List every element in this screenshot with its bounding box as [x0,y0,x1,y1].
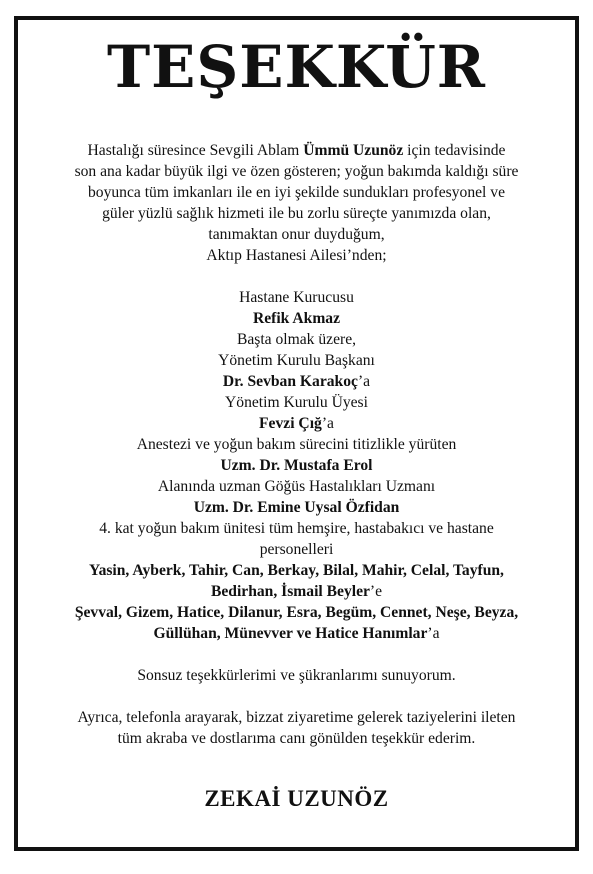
chair-line: Dr. Sevban Karakoç’a [222,373,371,390]
spacer [26,644,567,665]
intro-line-2: son ana kadar büyük ilgi ve özen gösteren; yoğun bakımda kaldığı süre [74,163,519,180]
founder-name: Refik Akmaz [252,310,341,327]
women-names-line-2: Güllühan, Münevver ve Hatice Hanımlar’a [153,625,440,642]
deceased-name: Ümmü Uzunöz [303,142,404,159]
intro-line-6: Aktıp Hastanesi Ailesi’nden; [206,247,387,264]
founder-role: Hastane Kurucusu [239,289,354,306]
page-title: TEŞEKKÜR [107,33,486,101]
staff-line-1: 4. kat yoğun bakım ünitesi tüm hemşire, hastabakıcı ve hastane [99,520,494,537]
anesthesia-role: Anestezi ve yoğun bakım sürecini titizlikle yürüten [136,436,457,453]
closing-line-2: tüm akraba ve dostlarıma canı gönülden teşekkür ederim. [117,730,476,747]
member-line: Fevzi Çığ’a [259,415,334,432]
men-names-line-1: Yasin, Ayberk, Tahir, Can, Berkay, Bilal, Mahir, Celal, Tayfun, [89,562,504,579]
member-role: Yönetim Kurulu Üyesi [225,394,368,411]
staff-line-2: personelleri [259,541,334,558]
founder-note: Başta olmak üzere, [236,331,357,348]
chair-role: Yönetim Kurulu Başkanı [218,352,375,369]
chest-name: Uzm. Dr. Emine Uysal Özfidan [193,499,400,516]
notice-frame [14,16,579,851]
notice-body [26,140,567,749]
intro-line-4: güler yüzlü sağlık hizmeti ile bu zorlu süreçte yanımızda olan, [102,205,491,222]
intro-line-3: boyunca tüm imkanları ile en iyi şekilde sundukları profesyonel ve [87,184,506,201]
thanks-line: Sonsuz teşekkürlerimi ve şükranlarımı sunuyorum. [137,667,456,684]
member-name: Fevzi Çığ [259,415,322,432]
women-names-line-1: Şevval, Gizem, Hatice, Dilanur, Esra, Begüm, Cennet, Neşe, Beyza, [74,604,519,621]
intro-line-1: Hastalığı süresince Sevgili Ablam Ümmü Uzunöz için tedavisinde [87,142,506,159]
chair-name: Dr. Sevban Karakoç [222,373,358,390]
closing-line-1: Ayrıca, telefonla arayarak, bizzat ziyaretime gelerek taziyelerini ileten [77,709,516,726]
spacer [26,686,567,707]
chest-role: Alanında uzman Göğüs Hastalıkları Uzmanı [157,478,436,495]
intro-line-5: tanımaktan onur duyduğum, [208,226,385,243]
anesthesia-name: Uzm. Dr. Mustafa Erol [220,457,373,474]
men-names-line-2: Bedirhan, İsmail Beyler’e [210,583,383,600]
signature: ZEKAİ UZUNÖZ [204,786,389,811]
spacer [26,266,567,287]
